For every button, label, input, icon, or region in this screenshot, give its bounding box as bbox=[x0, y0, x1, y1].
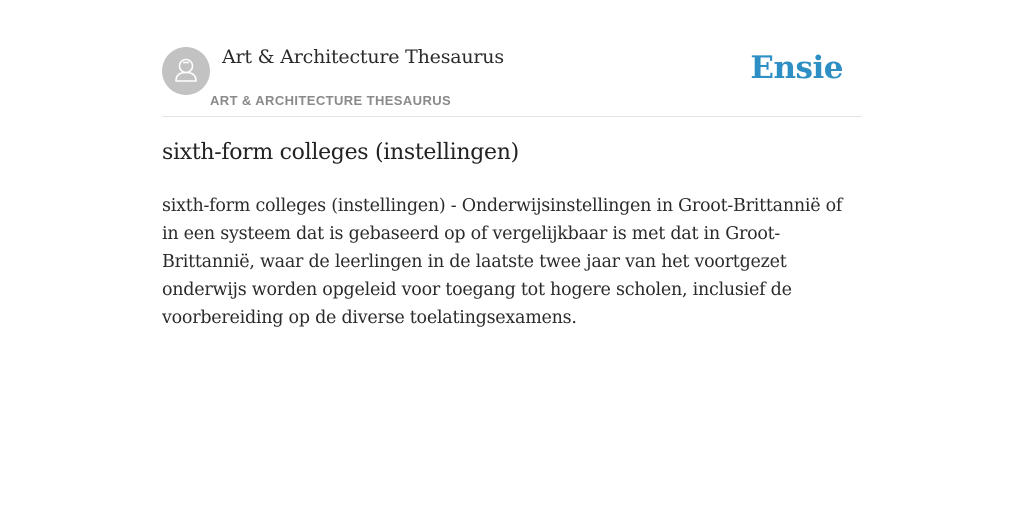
user-icon bbox=[162, 47, 210, 95]
avatar[interactable] bbox=[162, 47, 210, 95]
page-title: sixth-form colleges (instellingen) bbox=[162, 140, 519, 165]
brand-logo[interactable]: Ensie bbox=[750, 50, 843, 86]
definition-text: sixth-form colleges (instellingen) - Onderwijsinstellingen in Groot-Brittannië of in een systeem dat is gebaseerd op of vergelijkbaar is met dat in Groot-Brittannië, waar de leerlingen in de laatste twee jaar van het voortgezet onderwijs worden opgeleid voor toegang tot hogere scholen, inclusief de voorbereiding op de diverse toelatingsexamens. bbox=[162, 196, 843, 328]
article-header bbox=[162, 0, 862, 117]
author-tag[interactable]: ART & ARCHITECTURE THESAURUS bbox=[210, 93, 452, 108]
author-name[interactable]: Art & Architecture Thesaurus bbox=[222, 46, 504, 68]
